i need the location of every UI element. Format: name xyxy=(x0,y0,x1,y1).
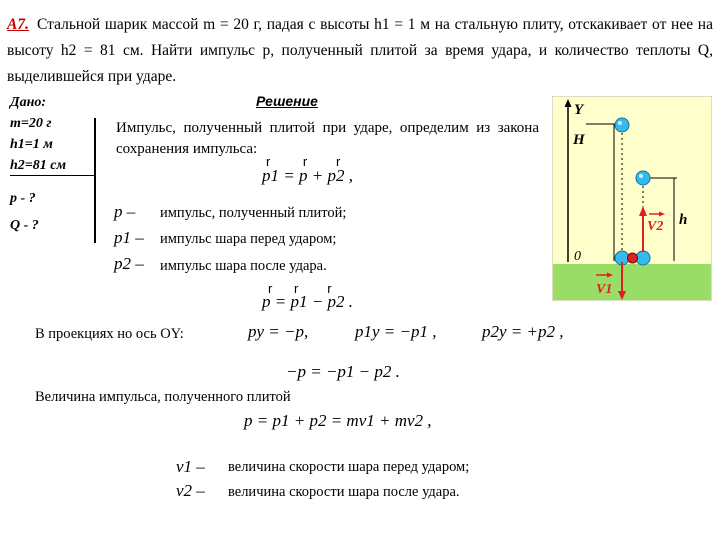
impact-ball xyxy=(628,253,638,263)
floor xyxy=(553,264,711,300)
zero-label: 0 xyxy=(574,249,581,264)
def-text-p: импульс, полученный плитой; xyxy=(160,205,347,221)
projection-label: В проекциях но ось OY: xyxy=(35,326,184,342)
height-label-h: h xyxy=(679,212,688,228)
def-symbol-p: p – xyxy=(114,202,136,221)
projection-sum: −p = −p1 − p2 . xyxy=(286,362,400,381)
projection-p1y: p1y = −p1 , xyxy=(355,322,437,341)
problem-number: А7. xyxy=(7,16,29,33)
vel-text-v2: величина скорости шара после удара. xyxy=(228,484,460,500)
height-label-H: H xyxy=(573,132,585,148)
unknown-p: p - ? xyxy=(10,191,36,206)
given-title: Дано: xyxy=(10,95,46,110)
unknown-q: Q - ? xyxy=(10,218,39,233)
magnitude-label: Величина импульса, полученного плитой xyxy=(35,389,291,405)
ball-bottom-right xyxy=(636,251,650,265)
projection-py: py = −p, xyxy=(248,322,309,341)
vel-text-v1: величина скорости шара перед ударом; xyxy=(228,459,470,475)
y-axis-label: Y xyxy=(574,102,584,118)
ball-bounce-figure xyxy=(552,96,712,301)
problem-statement xyxy=(7,12,713,90)
def-text-p1: импульс шара перед ударом; xyxy=(160,231,337,247)
given-block xyxy=(10,92,90,236)
problem-text: Стальной шарик массой m = 20 г, падая с высоты h1 = 1 м на стальную плиту, отскакивает от нее на высоту h2 = 81 см. Найти импульс p, полученный плитой за время удара, и количество теплоты Q, выделившейся при ударе. xyxy=(7,16,713,85)
vector-mark: r r r xyxy=(266,154,341,169)
given-h2: h2=81 см xyxy=(10,158,67,173)
def-symbol-p1: p1 – xyxy=(114,228,144,247)
vector-mark-2: r r r xyxy=(268,281,332,296)
vector-equation: p = p1 − p2 . xyxy=(262,292,353,311)
projection-p2y: p2y = +p2 , xyxy=(482,322,564,341)
conservation-formula: p1 = p + p2 , xyxy=(262,166,353,185)
solution-title: Решение xyxy=(256,93,318,109)
given-mass: m=20 г xyxy=(10,116,52,131)
ball-top xyxy=(615,118,629,132)
vel-symbol-v2: v2 – xyxy=(176,481,205,500)
v1-label: V1 xyxy=(596,282,613,297)
def-text-p2: импульс шара после удара. xyxy=(160,258,327,274)
vel-symbol-v1: v1 – xyxy=(176,457,205,476)
given-divider-vertical xyxy=(94,118,96,243)
given-divider-horizontal xyxy=(10,175,96,176)
solution-intro: Импульс, полученный плитой при ударе, определим из закона сохранения импульса: xyxy=(116,120,539,157)
def-symbol-p2: p2 – xyxy=(114,254,144,273)
given-h1: h1=1 м xyxy=(10,137,53,152)
ball-middle xyxy=(636,171,650,185)
v2-label: V2 xyxy=(647,219,664,234)
magnitude-equation: p = p1 + p2 = mv1 + mv2 , xyxy=(244,411,432,430)
